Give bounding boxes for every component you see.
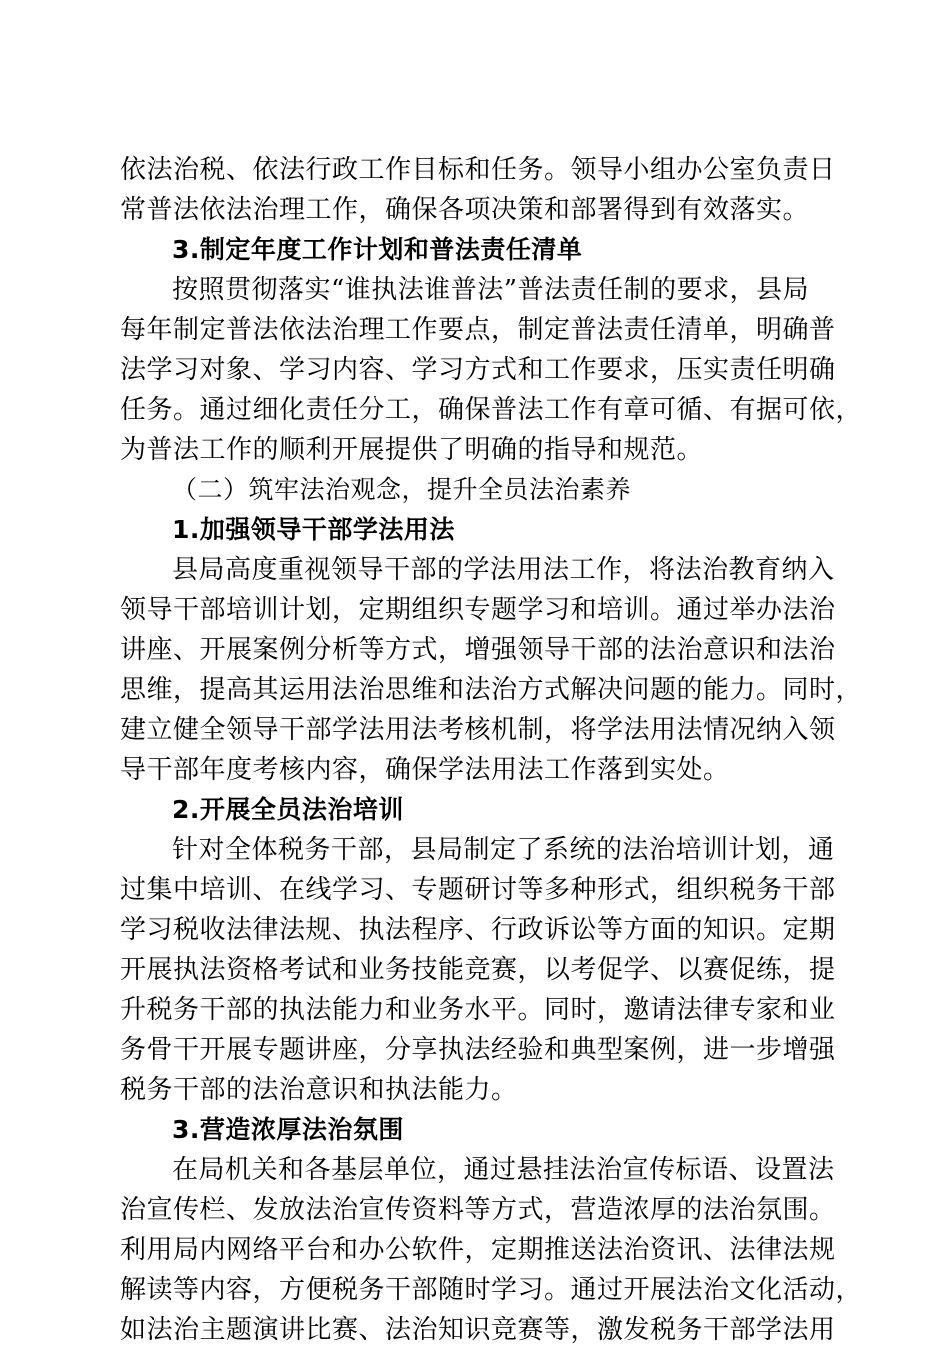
body-line: 依法治税、依法行政工作目标和任务。领导小组办公室负责日 bbox=[120, 155, 836, 185]
paragraph-first-line: 按照贯彻落实“谁执法谁普法”普法责任制的要求，县局 bbox=[172, 275, 810, 305]
body-line: 如法治主题演讲比赛、法治知识竞赛等，激发税务干部学法用 bbox=[120, 1315, 836, 1345]
body-line: 学习税收法律法规、执法程序、行政诉讼等方面的知识。定期 bbox=[120, 915, 836, 945]
body-line: 税务干部的法治意识和执法能力。 bbox=[120, 1075, 518, 1105]
body-line: 讲座、开展案例分析等方式，增强领导干部的法治意识和法治 bbox=[120, 635, 836, 665]
subheading: 1.加强领导干部学法用法 bbox=[172, 515, 455, 544]
body-line: 利用局内网络平台和办公软件，定期推送法治资讯、法律法规 bbox=[120, 1235, 836, 1265]
body-line: 升税务干部的执法能力和业务水平。同时，邀请法律专家和业 bbox=[120, 995, 836, 1025]
body-line: 过集中培训、在线学习、专题研讨等多种形式，组织税务干部 bbox=[120, 875, 836, 905]
body-line: 开展执法资格考试和业务技能竞赛，以考促学、以赛促练，提 bbox=[120, 955, 836, 985]
subheading: 3.制定年度工作计划和普法责任清单 bbox=[172, 235, 583, 264]
body-line: 任务。通过细化责任分工，确保普法工作有章可循、有据可依， bbox=[120, 395, 863, 425]
body-line: 为普法工作的顺利开展提供了明确的指导和规范。 bbox=[120, 435, 704, 465]
body-line: 领导干部培训计划，定期组织专题学习和培训。通过举办法治 bbox=[120, 595, 836, 625]
document-body bbox=[120, 150, 863, 1350]
body-line: 常普法依法治理工作，确保各项决策和部署得到有效落实。 bbox=[120, 195, 810, 225]
body-line: 导干部年度考核内容，确保学法用法工作落到实处。 bbox=[120, 755, 730, 785]
body-line: 解读等内容，方便税务干部随时学习。通过开展法治文化活动， bbox=[120, 1275, 863, 1305]
subheading: 2.开展全员法治培训 bbox=[172, 795, 404, 824]
body-line: 建立健全领导干部学法用法考核机制，将学法用法情况纳入领 bbox=[120, 715, 836, 745]
subheading: 3.营造浓厚法治氛围 bbox=[172, 1115, 404, 1144]
body-line: 治宣传栏、发放法治宣传资料等方式，营造浓厚的法治氛围。 bbox=[120, 1195, 836, 1225]
paragraph-first-line: 在局机关和各基层单位，通过悬挂法治宣传标语、设置法 bbox=[172, 1155, 835, 1185]
paragraph-first-line: 县局高度重视领导干部的学法用法工作，将法治教育纳入 bbox=[172, 555, 835, 585]
body-line: 每年制定普法依法治理工作要点，制定普法责任清单，明确普 bbox=[120, 315, 836, 345]
body-line: 务骨干开展专题讲座，分享执法经验和典型案例，进一步增强 bbox=[120, 1035, 836, 1065]
paragraph-first-line: 针对全体税务干部，县局制定了系统的法治培训计划，通 bbox=[172, 835, 835, 865]
body-line: 法学习对象、学习内容、学习方式和工作要求，压实责任明确 bbox=[120, 355, 836, 385]
body-line: 思维，提高其运用法治思维和法治方式解决问题的能力。同时， bbox=[120, 675, 863, 705]
section-heading: （二）筑牢法治观念，提升全员法治素养 bbox=[172, 475, 632, 504]
